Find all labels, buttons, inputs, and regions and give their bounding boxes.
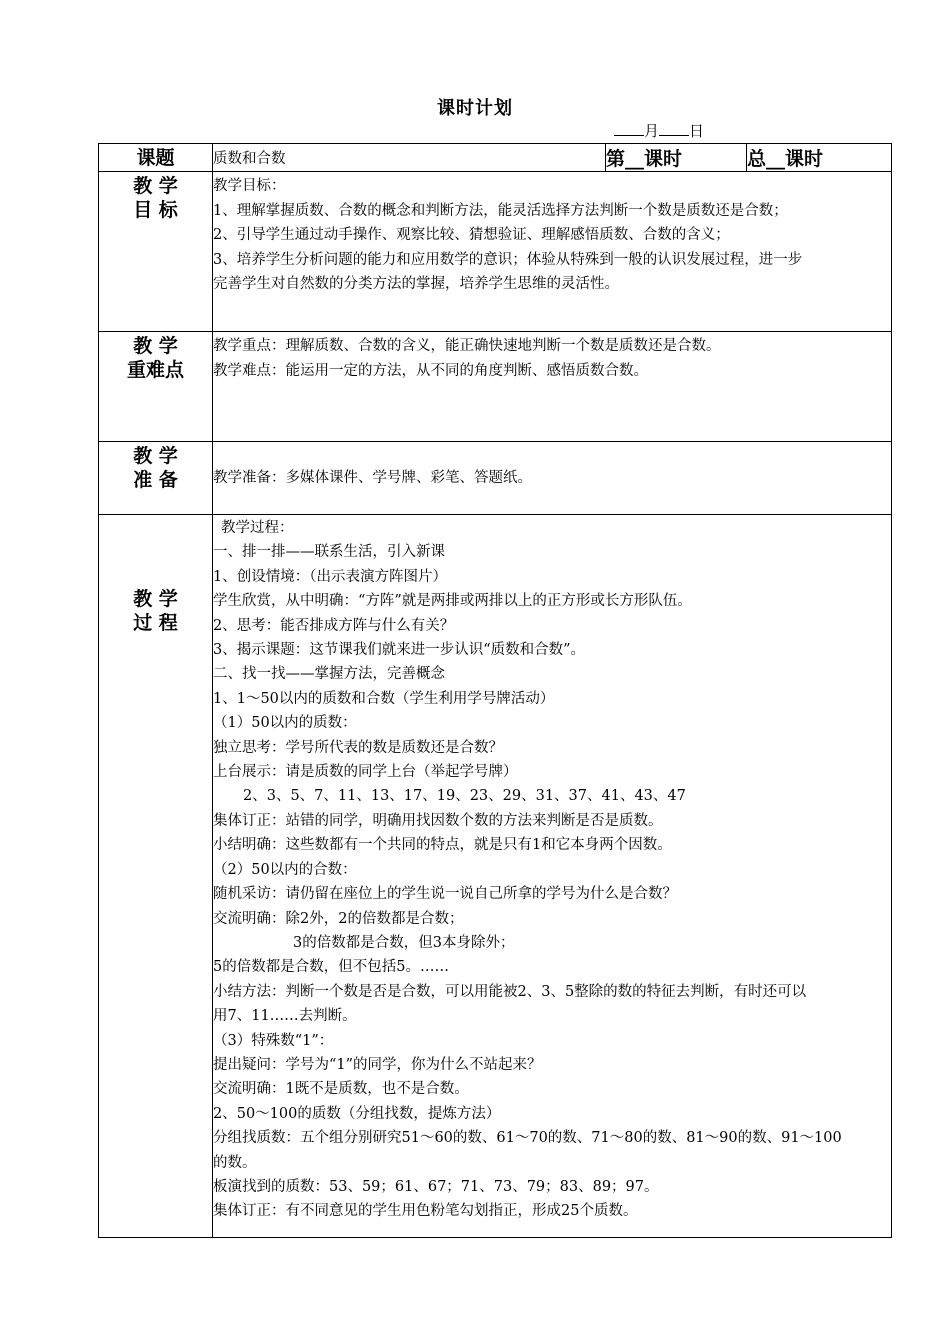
goals-row <box>99 172 892 332</box>
process-line: 上台展示：请是质数的同学上台（举起学号牌） <box>213 764 518 781</box>
preparation-row <box>99 442 892 515</box>
process-line: 交流明确：除2外，2的倍数都是合数； <box>213 910 464 927</box>
topic-label: 课题 <box>99 144 213 172</box>
process-line: 2、3、5、7、11、13、17、19、23、29、31、37、41、43、47 <box>243 788 686 805</box>
process-line: 的数。 <box>213 1154 257 1171</box>
process-line: 一、排一排——联系生活，引入新课 <box>213 544 445 561</box>
process-line: 随机采访：请仍留在座位上的学生说一说自己所拿的学号为什么是合数？ <box>213 886 677 903</box>
process-line: 3、揭示课题：这节课我们就来进一步认识“质数和合数”。 <box>213 642 586 659</box>
process-label <box>99 515 213 1238</box>
month-blank <box>614 121 644 136</box>
process-line: 提出疑问：学号为“1”的同学，你为什么不站起来？ <box>213 1056 542 1073</box>
process-line: 板演找到的质数：53、59；61、67；71、73、79；83、89；97。 <box>213 1178 659 1195</box>
keypoints-line: 教学难点：能运用一定的方法，从不同的角度判断、感悟质数合数。 <box>213 362 648 379</box>
process-line: 二、找一找——掌握方法，完善概念 <box>213 666 445 683</box>
topic-row <box>99 144 892 172</box>
process-content <box>213 515 892 1238</box>
goals-line: 2、引导学生通过动手操作、观察比较、猜想验证、理解感悟质数、合数的含义； <box>213 227 730 243</box>
preparation-text: 教学准备：多媒体课件、学号牌、彩笔、答题纸。 <box>213 469 532 486</box>
keypoints-content <box>213 332 892 442</box>
goals-content <box>213 172 892 332</box>
process-line: 3的倍数都是合数，但3本身除外； <box>293 934 515 951</box>
process-line: 集体订正：站错的同学，明确用找因数个数的方法来判断是否是质数。 <box>213 812 663 829</box>
process-label-line1: 教 学 <box>133 588 178 610</box>
process-line: 5的倍数都是合数，但不包括5。…… <box>213 959 449 976</box>
goals-line: 完善学生对自然数的分类方法的掌握，培养学生思维的灵活性。 <box>213 276 619 292</box>
process-line: 集体订正：有不同意见的学生用色粉笔勾划指正，形成25个质数。 <box>213 1203 638 1220</box>
preparation-label-line1: 教 学 <box>133 445 178 467</box>
goals-label <box>99 172 213 332</box>
goals-line: 教学目标： <box>213 178 286 194</box>
process-label-line2: 过 程 <box>133 612 178 634</box>
keypoints-label-line2: 重难点 <box>126 359 184 381</box>
process-line: 分组找质数：五个组分别研究51～60的数、61～70的数、71～80的数、81～90的数、91～100 <box>213 1130 842 1147</box>
preparation-content <box>213 442 892 515</box>
preparation-label-line2: 准 备 <box>133 469 178 491</box>
process-line: 1、1～50以内的质数和合数（学生利用学号牌活动） <box>213 690 555 707</box>
process-line: 学生欣赏，从中明确：“方阵”就是两排或两排以上的正方形或长方形队伍。 <box>213 593 692 610</box>
date-line <box>614 120 704 141</box>
process-line: 教学过程： <box>221 520 294 536</box>
process-line: 用7、11……去判断。 <box>213 1008 357 1025</box>
goals-line: 1、理解掌握质数、合数的概念和判断方法，能灵活选择方法判断一个数是质数还是合数； <box>213 202 788 219</box>
day-label: 日 <box>689 122 705 140</box>
lesson-plan-table <box>98 143 892 1238</box>
keypoints-row <box>99 332 892 442</box>
process-line: 1、创设情境：（出示表演方阵图片） <box>213 568 447 585</box>
process-line: 2、50～100的质数（分组找数，提炼方法） <box>213 1105 501 1122</box>
page-title: 课时计划 <box>437 98 513 119</box>
keypoints-label-line1: 教 学 <box>133 335 178 357</box>
goals-line: 3、培养学生分析问题的能力和应用数学的意识；体验从特殊到一般的认识发展过程，进一步 <box>213 251 803 268</box>
process-line: 独立思考：学号所代表的数是质数还是合数？ <box>213 739 503 756</box>
process-line: （3）特殊数“1”： <box>213 1032 334 1049</box>
keypoints-label <box>99 332 213 442</box>
lesson-number: 第__课时 <box>606 144 747 172</box>
process-line: 2、思考：能否排成方阵与什么有关？ <box>213 617 455 634</box>
process-line: （2）50以内的合数： <box>213 861 357 878</box>
goals-label-line2: 目 标 <box>133 199 178 221</box>
topic-value: 质数和合数 <box>213 144 606 172</box>
month-label: 月 <box>644 122 660 140</box>
keypoints-line: 教学重点：理解质数、合数的含义，能正确快速地判断一个数是质数还是合数。 <box>213 338 721 354</box>
process-line: 交流明确：1既不是质数，也不是合数。 <box>213 1081 469 1098</box>
process-line: 小结方法：判断一个数是否是合数，可以用能被2、3、5整除的数的特征去判断，有时还可以 <box>213 983 807 1000</box>
preparation-label <box>99 442 213 515</box>
lesson-total: 总__课时 <box>747 144 892 172</box>
goals-label-line1: 教 学 <box>133 175 178 197</box>
process-row <box>99 515 892 1238</box>
process-line: （1）50以内的质数： <box>213 715 357 732</box>
day-blank <box>659 121 689 136</box>
process-line: 小结明确：这些数都有一个共同的特点，就是只有1和它本身两个因数。 <box>213 837 672 854</box>
